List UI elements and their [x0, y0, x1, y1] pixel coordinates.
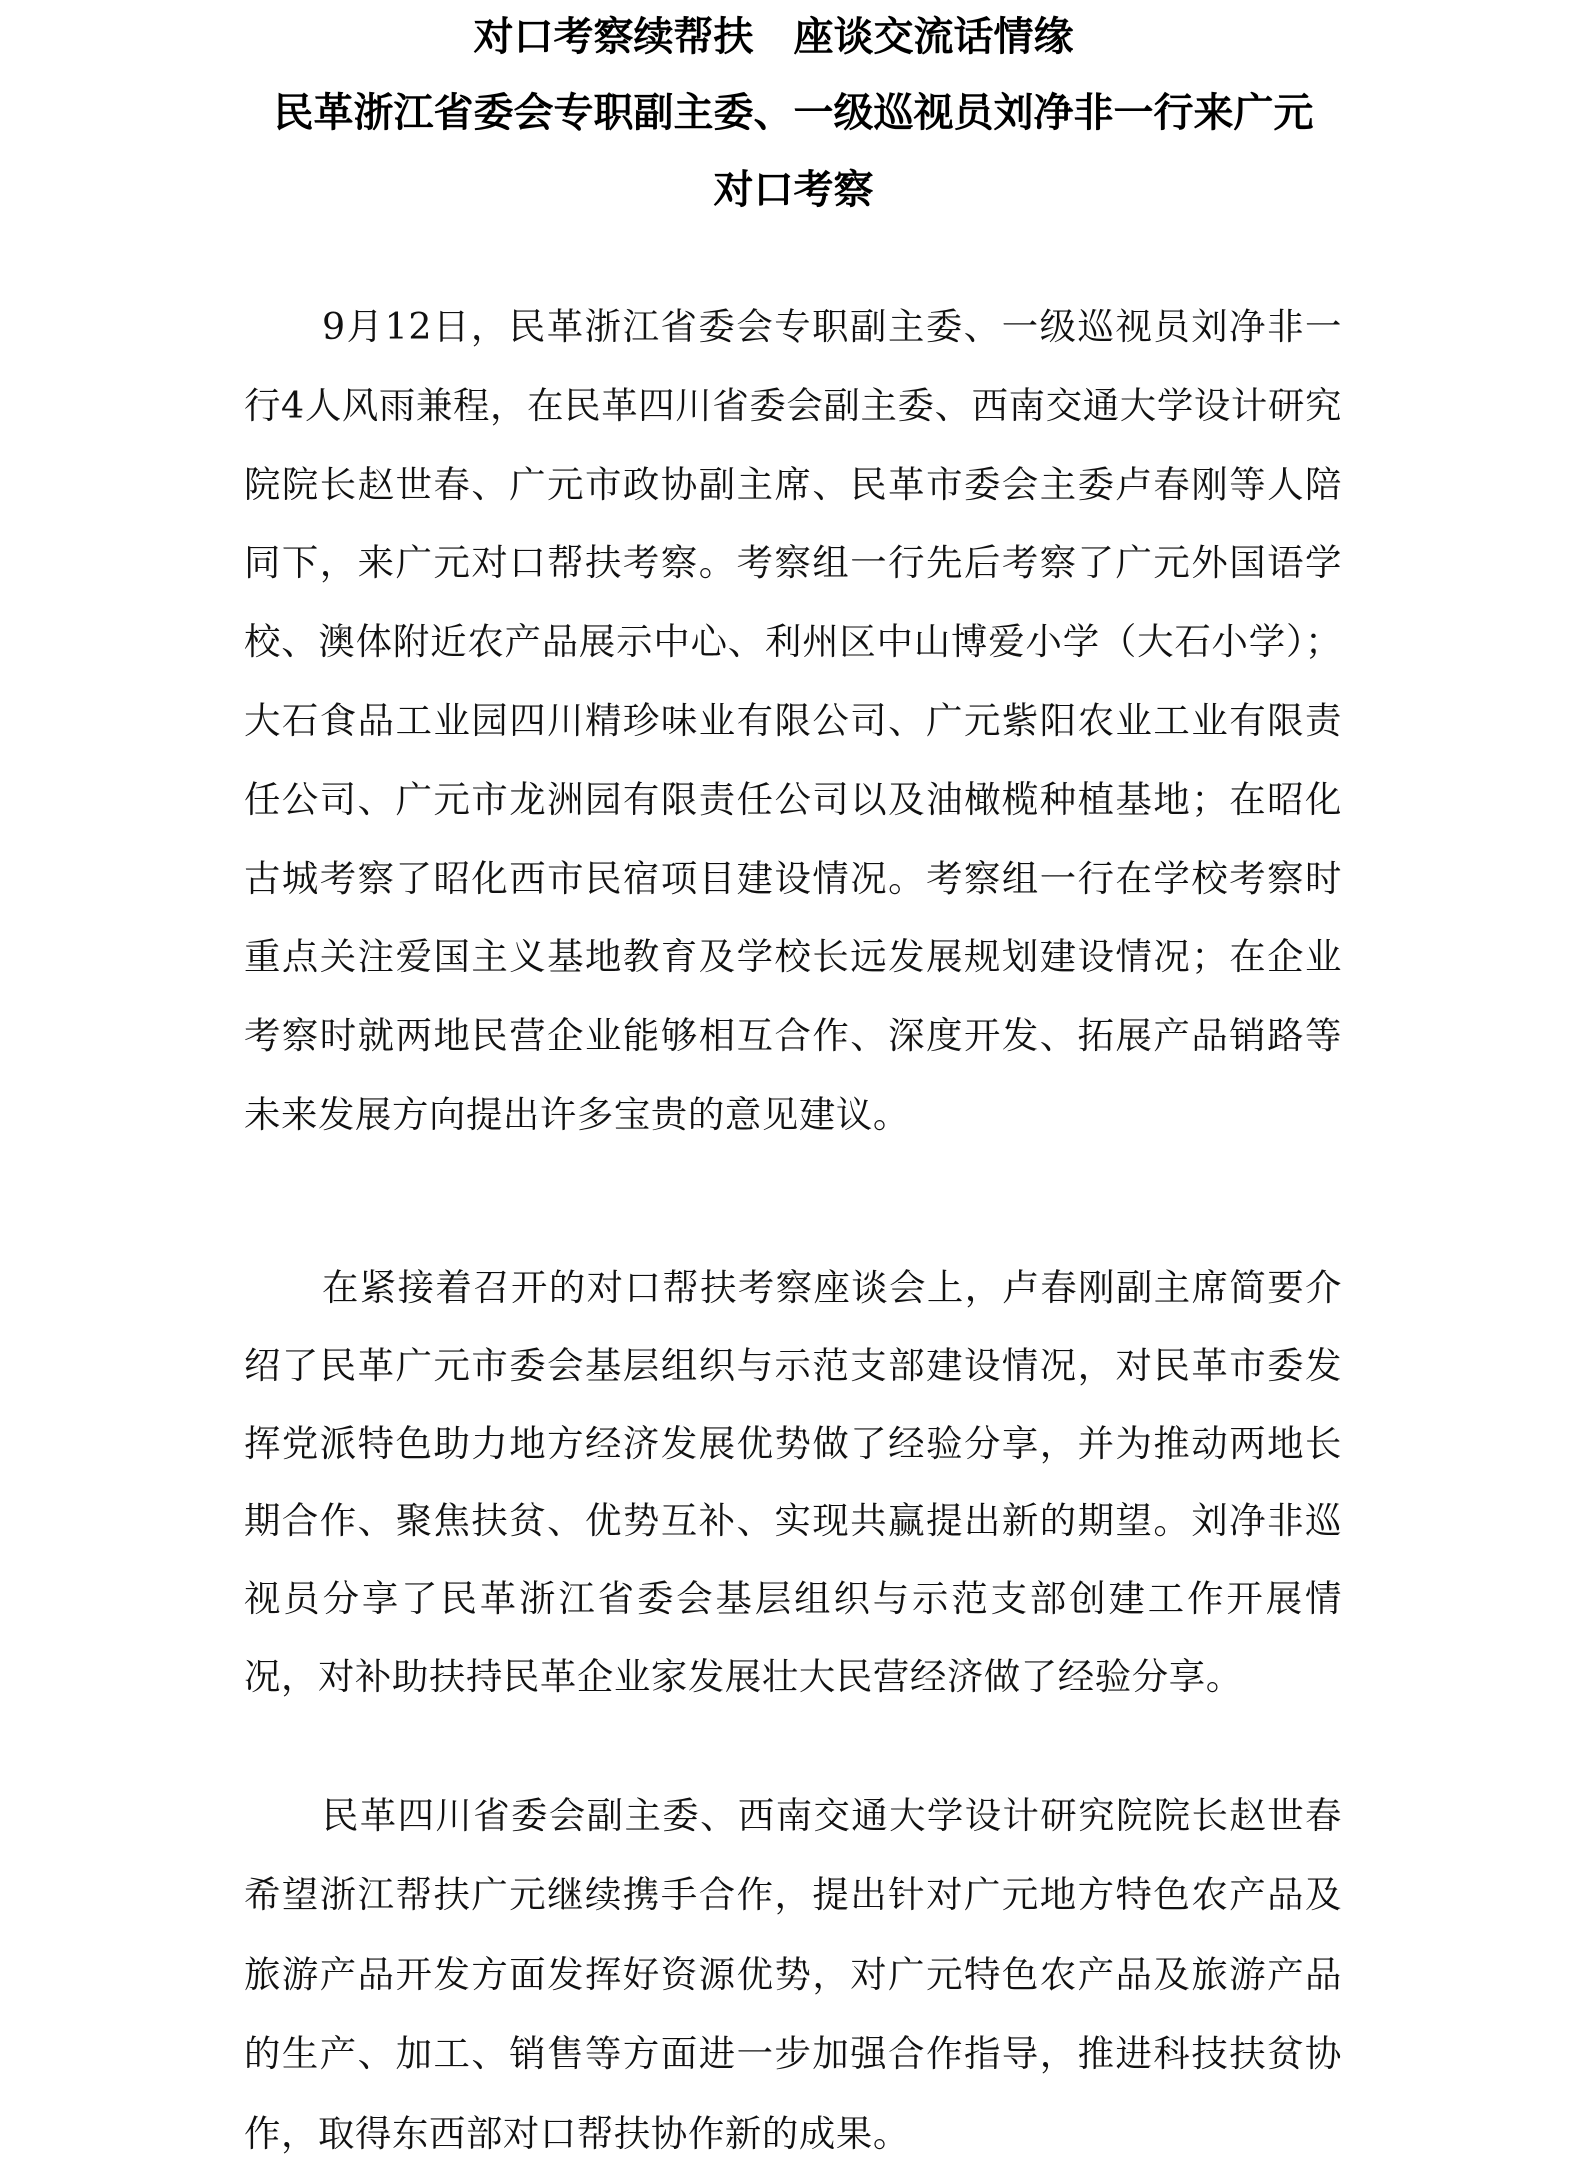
paragraph-symposium: 在紧接着召开的对口帮扶考察座谈会上，卢春刚副主席简要介绍了民革广元市委会基层组织与示范支部建设情况，对民革市委发挥党派特色助力地方经济发展优势做了经验分享，并为推动两地长期合作、聚焦扶贫、优势互补、实现共赢提出新的期望。刘净非巡视员分享了民革浙江省委会基层组织与示范支部创建工作开展情况，对补助扶持民革企业家发展壮大民营经济做了经验分享。 [244, 1266, 1342, 1698]
document-title-line-1: 对口考察续帮扶 座谈交流话情缘 [473, 13, 1074, 60]
document-title-line-2: 民革浙江省委会专职副主委、一级巡视员刘净非一行来广元 [273, 89, 1314, 136]
paragraph-inspection-visit: 9月12日，民革浙江省委会专职副主委、一级巡视员刘净非一行4人风雨兼程，在民革四川省委会副主委、西南交通大学设计研究院院长赵世春、广元市政协副主席、民革市委会主委卢春刚等人陪同下，来广元对口帮扶考察。考察组一行先后考察了广元外国语学校、澳体附近农产品展示中心、利州区中山博爱小学（大石小学）；大石食品工业园四川精珍味业有限公司、广元紫阳农业工业有限责任公司、广元市龙洲园有限责任公司以及油橄榄种植基地；在昭化古城考察了昭化西市民宿项目建设情况。考察组一行在学校考察时重点关注爱国主义基地教育及学校长远发展规划建设情况；在企业考察时就两地民营企业能够相互合作、深度开发、拓展产品销路等未来发展方向提出许多宝贵的意见建议。 [244, 305, 1342, 1136]
paragraph-cooperation-hopes: 民革四川省委会副主委、西南交通大学设计研究院院长赵世春希望浙江帮扶广元继续携手合作，提出针对广元地方特色农产品及旅游产品开发方面发挥好资源优势，对广元特色农产品及旅游产品的生产、加工、销售等方面进一步加强合作指导，推进科技扶贫协作，取得东西部对口帮扶协作新的成果。 [244, 1794, 1342, 2155]
document-title-line-3: 对口考察 [713, 166, 874, 213]
